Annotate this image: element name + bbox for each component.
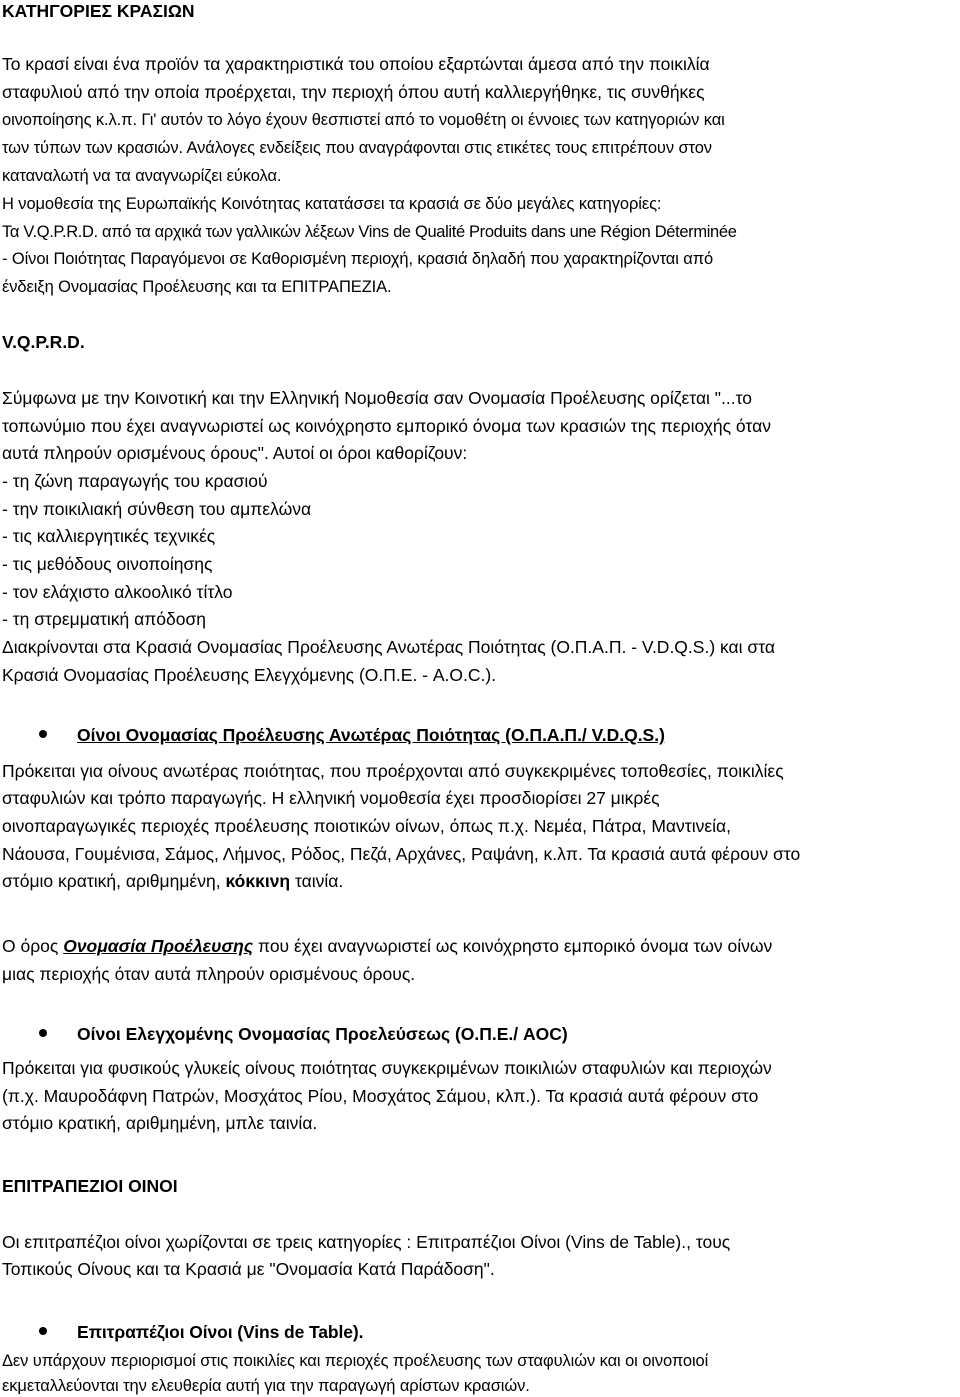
opap-line-5 xyxy=(2,870,343,892)
term-line-1-start: Ο όρος xyxy=(2,936,64,956)
vqprd-line-2: τοπωνύμιο που έχει αναγνωριστεί ως κοινόχρηστο εμπορικό όνομα των κρασιών της περιοχής όταν xyxy=(2,416,771,436)
bullet-icon xyxy=(39,1029,47,1037)
opap-line-5-start: στόμιο κρατική, αριθμημένη, xyxy=(2,871,226,891)
vqprd-line-3: αυτά πληρούν ορισμένους όρους". Αυτοί οι όροι καθορίζουν: xyxy=(2,443,468,463)
vqprd-condition-item: - την ποικιλιακή σύνθεση του αμπελώνα xyxy=(2,499,312,519)
opap-line-1: Πρόκειται για οίνους ανωτέρας ποιότητας, που προέρχονται από συγκεκριμένες τοποθεσίες, ποικιλίες xyxy=(2,761,784,781)
vqprd-condition-item: - τη στρεμματική απόδοση xyxy=(2,609,207,629)
vqprd-condition-item: - τον ελάχιστο αλκοολικό τίτλο xyxy=(2,582,233,602)
heading-table-wines: ΕΠΙΤΡΑΠΕΖΙΟΙ ΟΙΝΟΙ xyxy=(2,1176,178,1196)
ope-line-3: στόμιο κρατική, αριθμημένη, μπλε ταινία. xyxy=(2,1113,318,1133)
intro-line-8: - Οίνοι Ποιότητας Παραγόμενοι σε Καθορισμένη περιοχή, κρασιά δηλαδή που χαρακτηρίζονται από xyxy=(2,250,714,268)
vqprd-condition-item: - τις καλλιεργητικές τεχνικές xyxy=(2,526,216,546)
opap-title: Οίνοι Ονομασίας Προέλευσης Ανωτέρας Ποιότητας (Ο.Π.Α.Π./ V.D.Q.S.) xyxy=(77,725,665,745)
vqprd-line-5: Κρασιά Ονομασίας Προέλευσης Ελεγχόμενης (Ο.Π.Ε. - A.O.C.). xyxy=(2,665,497,685)
red-label-word: κόκκινη xyxy=(225,871,291,891)
opap-line-4: Νάουσα, Γουμένισα, Σάμος, Λήμνος, Ρόδος, Πεζά, Αρχάνες, Ραψάνη, κ.λπ. Τα κρασιά αυτά φέρουν στο xyxy=(2,844,801,864)
opap-line-5-end: ταινία. xyxy=(290,871,344,891)
bullet-icon xyxy=(39,730,47,738)
ope-line-2: (π.χ. Μαυροδάφνη Πατρών, Μοσχάτος Ρίου, Μοσχάτος Σάμου, κλπ.). Τα κρασιά αυτά φέρουν στο xyxy=(2,1086,759,1106)
bullet-icon xyxy=(39,1327,47,1335)
heading-wine-categories: ΚΑΤΗΓΟΡΙΕΣ ΚΡΑΣΙΩΝ xyxy=(2,1,195,21)
table-wines-line-2: εκμεταλλεύονται την ελευθερία αυτή για την παραγωγή αρίστων κρασιών. xyxy=(2,1377,530,1395)
term-line-2: μιας περιοχής όταν αυτά πληρούν ορισμένους όρους. xyxy=(2,964,416,984)
vqprd-line-1: Σύμφωνα με την Κοινοτική και την Ελληνική Νομοθεσία σαν Ονομασία Προέλευσης ορίζεται "...το xyxy=(2,388,753,408)
opap-line-3: οινοπαραγωγικές περιοχές προέλευσης ποιοτικών οίνων, όπως π.χ. Νεμέα, Πάτρα, Μαντινεία, xyxy=(2,816,732,836)
opap-line-2: σταφυλιών και τρόπο παραγωγής. Η ελληνική νομοθεσία έχει προσδιορίσει 27 μικρές xyxy=(2,788,660,808)
term-line-1 xyxy=(2,935,772,957)
intro-line-1: Το κρασί είναι ένα προϊόν τα χαρακτηριστικά του οποίου εξαρτώνται άμεσα από την ποικιλία xyxy=(2,54,710,74)
intro-line-7: Τα V.Q.P.R.D. από τα αρχικά των γαλλικών λέξεων Vins de Qualité Produits dans une Région Déterminée xyxy=(2,223,737,241)
term-line-1-end: που έχει αναγνωριστεί ως κοινόχρηστο εμπορικό όνομα των οίνων xyxy=(253,936,773,956)
vqprd-condition-item: - τις μεθόδους οινοποίησης xyxy=(2,554,213,574)
heading-vqprd: V.Q.P.R.D. xyxy=(2,332,85,352)
intro-line-4: των τύπων των κρασιών. Ανάλογες ενδείξεις που αναγράφονται στις ετικέτες τους επιτρέπουν στον xyxy=(2,139,712,157)
ope-line-1: Πρόκειται για φυσικούς γλυκείς οίνους ποιότητας συγκεκριμένων ποικιλιών σταφυλιών και περιοχών xyxy=(2,1058,772,1078)
intro-line-9: ένδειξη Ονομασίας Προέλευσης και τα ΕΠΙΤΡΑΠΕΖΙΑ. xyxy=(2,278,392,296)
ope-title: Οίνοι Ελεγχομένης Ονομασίας Προελεύσεως (Ο.Π.Ε./ AOC) xyxy=(77,1024,568,1044)
intro-line-6: Η νομοθεσία της Ευρωπαϊκής Κοινότητας κατατάσσει τα κρασιά σε δύο μεγάλες κατηγορίες: xyxy=(2,195,662,213)
term-emphasis: Ονομασία Προέλευσης xyxy=(63,936,254,956)
intro-line-3: οινοποίησης κ.λ.π. Γι' αυτόν το λόγο έχουν θεσπιστεί από το νομοθέτη οι έννοιες των κατηγοριών και xyxy=(2,111,725,129)
table-line-1: Οι επιτραπέζιοι οίνοι χωρίζονται σε τρεις κατηγορίες : Επιτραπέζιοι Οίνοι (Vins de Table)., τους xyxy=(2,1232,731,1252)
intro-line-5: καταναλωτή να τα αναγνωρίζει εύκολα. xyxy=(2,167,282,185)
table-line-2: Τοπικούς Οίνους και τα Κρασιά με "Ονομασία Κατά Παράδοση". xyxy=(2,1259,495,1279)
vqprd-condition-item: - τη ζώνη παραγωγής του κρασιού xyxy=(2,471,268,491)
intro-line-2: σταφυλιού από την οποία προέρχεται, την περιοχή όπου αυτή καλλιεργήθηκε, τις συνθήκες xyxy=(2,82,705,102)
table-wines-line-1: Δεν υπάρχουν περιορισμοί στις ποικιλίες και περιοχές προέλευσης των σταφυλιών και οι οινοποιοί xyxy=(2,1352,709,1370)
vqprd-line-4: Διακρίνονται στα Κρασιά Ονομασίας Προέλευσης Ανωτέρας Ποιότητας (Ο.Π.Α.Π. - V.D.Q.S.) και στα xyxy=(2,637,775,657)
table-wines-title: Επιτραπέζιοι Οίνοι (Vins de Table). xyxy=(77,1322,364,1342)
